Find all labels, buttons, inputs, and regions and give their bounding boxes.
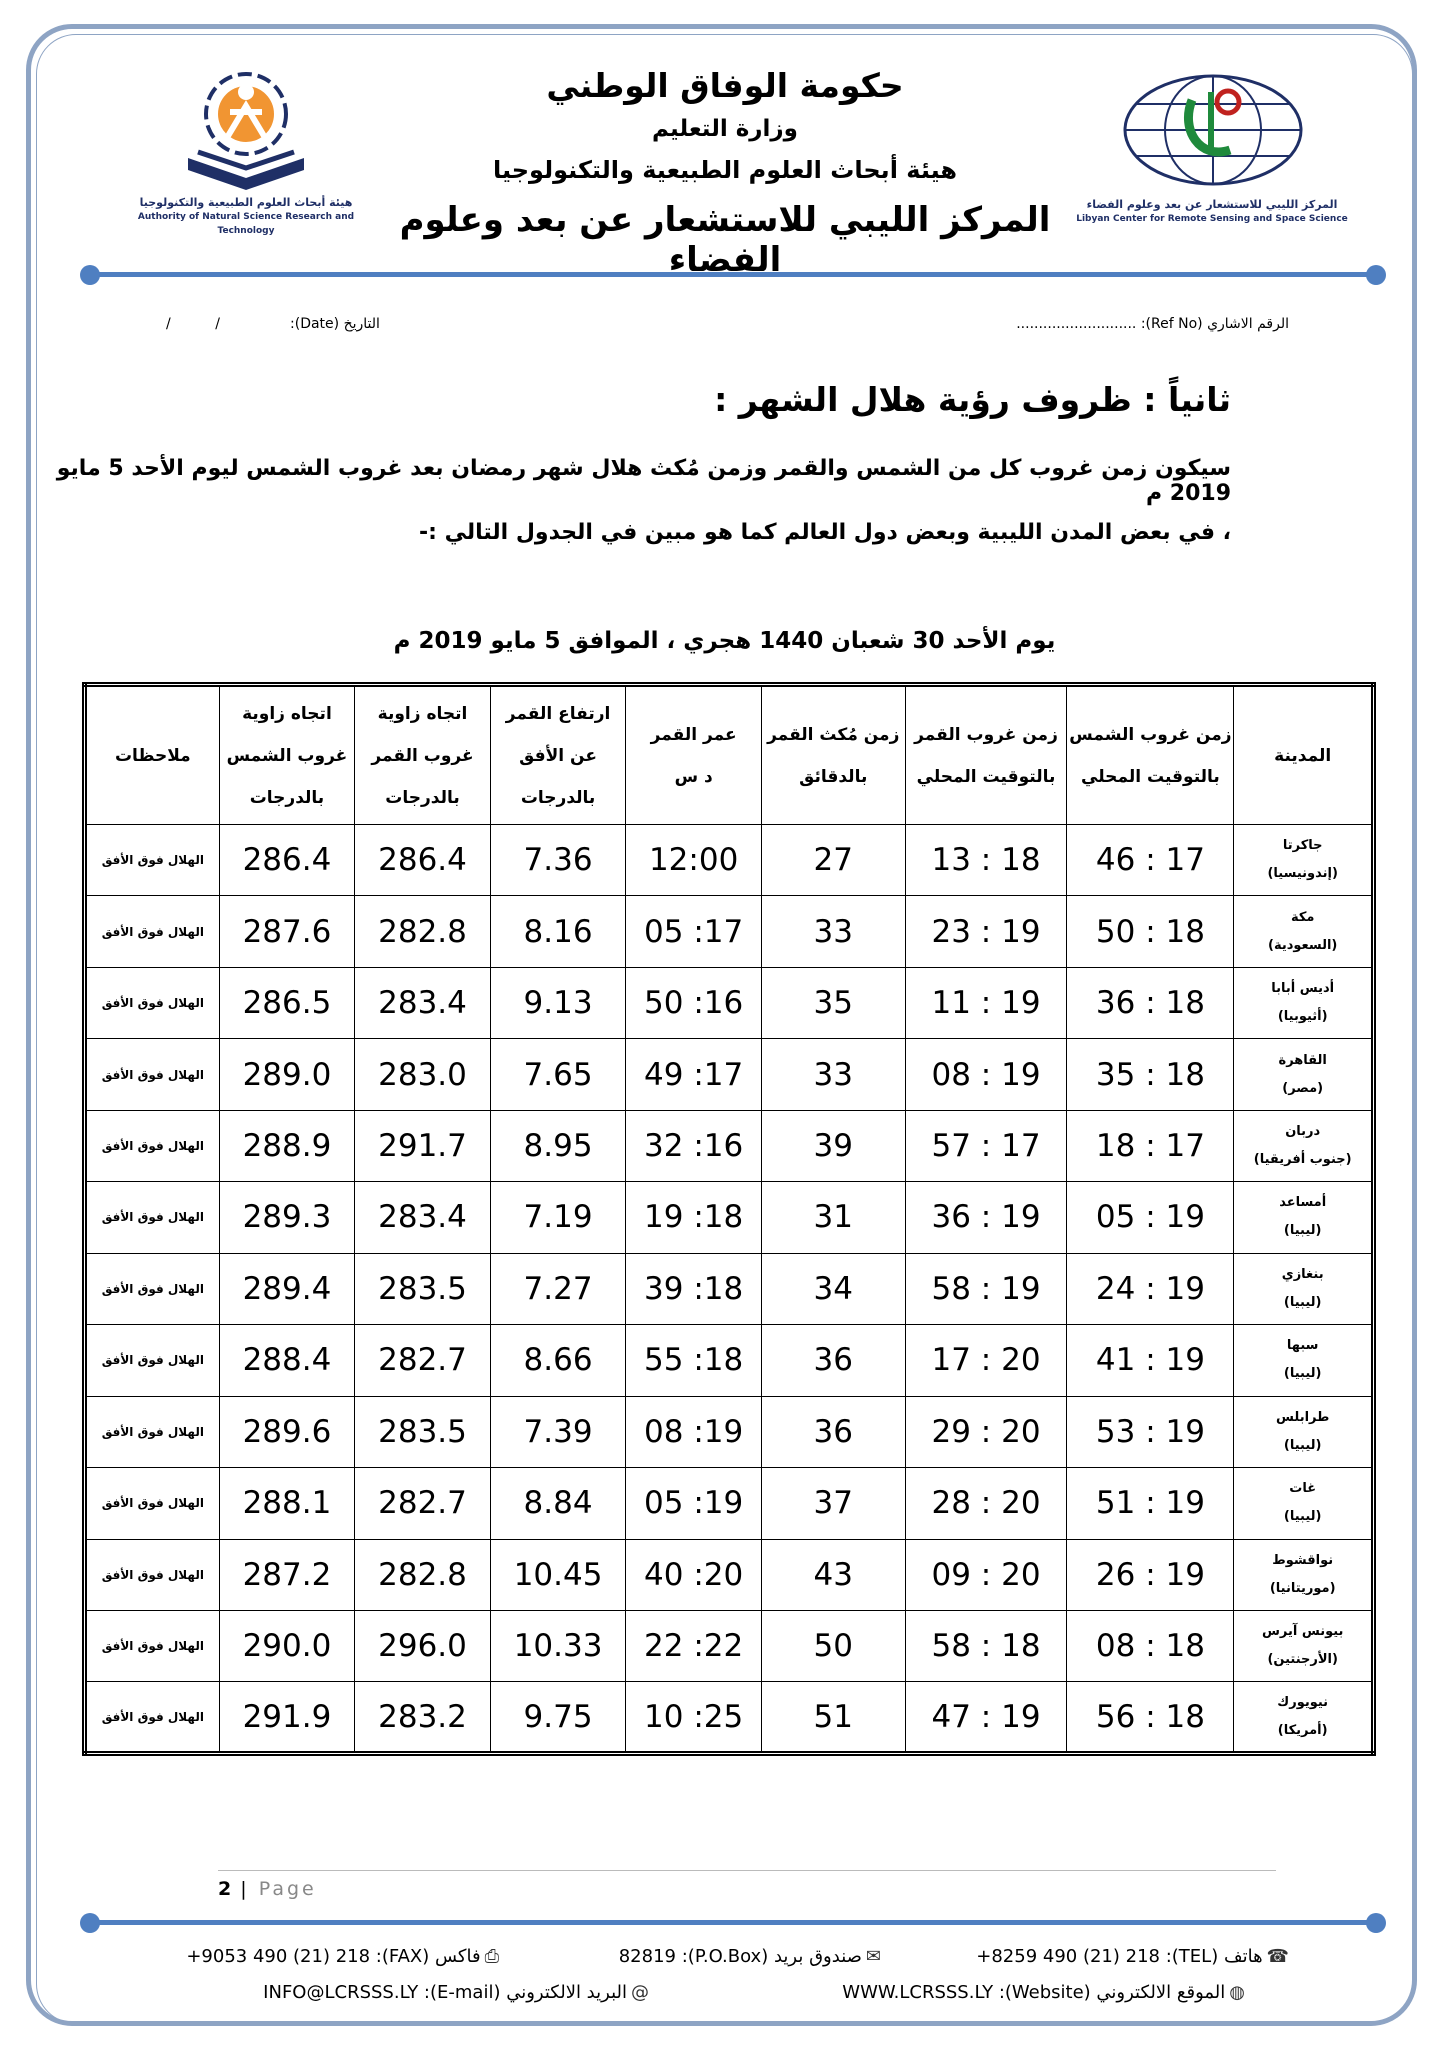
- city-name: سبها: [1286, 1338, 1319, 1354]
- cell-lag: 33: [761, 1039, 905, 1110]
- authority-title: هيئة أبحاث العلوم الطبيعية والتكنولوجيا: [492, 156, 958, 184]
- cell-moonset: 19 : 47: [905, 1682, 1067, 1754]
- city-name: مكة: [1290, 909, 1315, 925]
- cell-age: 25: 10: [626, 1682, 762, 1754]
- intro-paragraph-line2: ، في بعض المدن الليبية وبعض دول العالم كما هو مبين في الجدول التالي :-: [419, 520, 1231, 545]
- cell-note: الهلال فوق الأفق: [85, 896, 220, 967]
- footer-website-text[interactable]: الموقع الالكتروني (Website): WWW.LCRSSS.LY: [842, 1982, 1226, 2003]
- cell-note: الهلال فوق الأفق: [85, 1610, 220, 1681]
- header-sunset: [1067, 685, 1234, 825]
- fax-icon: ⎙: [484, 1946, 499, 1967]
- cell-lag: 31: [761, 1182, 905, 1253]
- cell-moonset: 19 : 11: [905, 967, 1067, 1038]
- header-moonset-l2: بالتوقيت المحلي: [916, 766, 1056, 787]
- footer-website: [842, 1982, 1249, 2003]
- header-city: [1234, 685, 1374, 825]
- header-notes-text: ملاحظات: [114, 745, 191, 766]
- cell-moonset: 20 : 28: [905, 1468, 1067, 1539]
- cell-sunset: 19 : 41: [1067, 1325, 1234, 1396]
- cell-age: 19: 08: [626, 1396, 762, 1467]
- cell-moon-az: 291.7: [355, 1110, 491, 1181]
- date-label: التاريخ (Date):: [290, 316, 380, 332]
- cell-alt: 8.84: [490, 1468, 626, 1539]
- cell-moon-az: 296.0: [355, 1610, 491, 1681]
- email-icon: @: [631, 1982, 649, 2003]
- cell-alt: 8.66: [490, 1325, 626, 1396]
- cell-sun-az: 287.2: [219, 1539, 355, 1610]
- cell-lag: 43: [761, 1539, 905, 1610]
- city-name: بنغازي: [1281, 1266, 1324, 1282]
- city-country: (موريتانيا): [1269, 1580, 1336, 1596]
- cell-moonset: 18 : 13: [905, 825, 1067, 896]
- table-row: [85, 1325, 1374, 1396]
- cell-sunset: 18 : 50: [1067, 896, 1234, 967]
- cell-note: الهلال فوق الأفق: [85, 1253, 220, 1324]
- city-country: (أثيوبيا): [1277, 1009, 1328, 1025]
- mailbox-icon: ✉: [865, 1946, 881, 1967]
- cell-sun-az: 287.6: [219, 896, 355, 967]
- cell-lag: 39: [761, 1110, 905, 1181]
- header-altitude: [490, 685, 626, 825]
- cell-sun-az: 291.9: [219, 1682, 355, 1754]
- cell-sunset: 18 : 08: [1067, 1610, 1234, 1681]
- header-age-l2: د س: [674, 766, 713, 787]
- cell-age: 16: 50: [626, 967, 762, 1038]
- cell-city: [1234, 1325, 1374, 1396]
- footer-email-text[interactable]: البريد الالكتروني (E-mail): INFO@LCRSSS.LY: [263, 1982, 627, 2003]
- city-name: نيويورك: [1277, 1694, 1329, 1710]
- lcrsss-caption-ar: المركز الليبي للاستشعار عن بعد وعلوم الفضاء: [1086, 198, 1338, 211]
- cell-moon-az: 283.4: [355, 967, 491, 1038]
- cell-age: 17: 05: [626, 896, 762, 967]
- cell-alt: 7.65: [490, 1039, 626, 1110]
- table-row: [85, 825, 1374, 896]
- table-row: [85, 1682, 1374, 1754]
- phone-icon: ☎: [1266, 1946, 1289, 1967]
- cell-lag: 37: [761, 1468, 905, 1539]
- date-slashes: / /: [166, 316, 220, 332]
- city-name: نواقشوط: [1272, 1552, 1334, 1568]
- cell-moonset: 20 : 17: [905, 1325, 1067, 1396]
- lcrsss-logo: [1120, 70, 1306, 190]
- city-country: (ليبيا): [1283, 1509, 1322, 1525]
- page-number-value: 2: [218, 1878, 232, 1900]
- intro-paragraph-line1: سيكون زمن غروب كل من الشمس والقمر وزمن مُكث هلال شهر رمضان بعد غروب الشمس ليوم الأحد 5 مايو 2019 م: [56, 456, 1231, 506]
- header-maz-l2: غروب القمر: [371, 745, 474, 766]
- cell-alt: 10.33: [490, 1610, 626, 1681]
- cell-city: [1234, 1539, 1374, 1610]
- city-country: (ليبيا): [1283, 1223, 1322, 1239]
- cell-moonset: 19 : 58: [905, 1253, 1067, 1324]
- header-rule-right-dot: [1366, 265, 1386, 285]
- cell-city: [1234, 896, 1374, 967]
- table-row: [85, 967, 1374, 1038]
- footer-email: [263, 1982, 653, 2003]
- city-name: القاهرة: [1278, 1052, 1327, 1068]
- cell-age: 18: 19: [626, 1182, 762, 1253]
- page-label: Page: [258, 1878, 317, 1900]
- cell-note: الهلال فوق الأفق: [85, 825, 220, 896]
- header-city-text: المدينة: [1274, 745, 1332, 766]
- cell-moon-az: 286.4: [355, 825, 491, 896]
- cell-moon-az: 282.7: [355, 1325, 491, 1396]
- header-alt-l1: ارتفاع القمر: [505, 703, 611, 724]
- city-name: دربان: [1285, 1124, 1321, 1140]
- header-age-l1: عمر القمر: [650, 724, 737, 745]
- lcrsss-logo-caption: [1066, 198, 1358, 226]
- section-heading: ثانياً : ظروف رؤية هلال الشهر :: [714, 380, 1231, 419]
- cell-moon-az: 282.8: [355, 896, 491, 967]
- cell-alt: 7.36: [490, 825, 626, 896]
- cell-alt: 9.75: [490, 1682, 626, 1754]
- cell-lag: 35: [761, 967, 905, 1038]
- city-country: (أمريكا): [1277, 1722, 1328, 1738]
- cell-moonset: 19 : 23: [905, 896, 1067, 967]
- cell-lag: 51: [761, 1682, 905, 1754]
- cell-sunset: 19 : 05: [1067, 1182, 1234, 1253]
- cell-note: الهلال فوق الأفق: [85, 1325, 220, 1396]
- table-row: [85, 1610, 1374, 1681]
- cell-note: الهلال فوق الأفق: [85, 1539, 220, 1610]
- city-country: (جنوب أفريقيا): [1253, 1152, 1352, 1168]
- header-notes: [85, 685, 220, 825]
- cell-sun-az: 288.9: [219, 1110, 355, 1181]
- cell-sunset: 19 : 26: [1067, 1539, 1234, 1610]
- cell-moonset: 20 : 09: [905, 1539, 1067, 1610]
- cell-moon-az: 283.5: [355, 1396, 491, 1467]
- cell-sunset: 18 : 35: [1067, 1039, 1234, 1110]
- cell-moonset: 19 : 36: [905, 1182, 1067, 1253]
- cell-sunset: 19 : 53: [1067, 1396, 1234, 1467]
- cell-alt: 7.27: [490, 1253, 626, 1324]
- cell-note: الهلال فوق الأفق: [85, 1468, 220, 1539]
- cell-city: [1234, 825, 1374, 896]
- cell-moon-az: 283.0: [355, 1039, 491, 1110]
- cell-city: [1234, 1682, 1374, 1754]
- cell-age: 22: 22: [626, 1610, 762, 1681]
- cell-age: 18: 39: [626, 1253, 762, 1324]
- cell-sun-az: 288.1: [219, 1468, 355, 1539]
- table-row: [85, 1468, 1374, 1539]
- cell-moonset: 17 : 57: [905, 1110, 1067, 1181]
- cell-lag: 34: [761, 1253, 905, 1324]
- header-sunset-l1: زمن غروب الشمس: [1069, 724, 1232, 745]
- authority-caption-ar: هيئة أبحاث العلوم الطبيعية والتكنولوجيا: [139, 196, 353, 209]
- table-date-subtitle: يوم الأحد 30 شعبان 1440 هجري ، الموافق 5 مايو 2019 م: [393, 628, 1056, 654]
- cell-sun-az: 290.0: [219, 1610, 355, 1681]
- city-name: بيونس آيرس: [1261, 1624, 1344, 1640]
- city-name: أمساعد: [1279, 1195, 1327, 1211]
- page-number: 2 | Page: [218, 1878, 317, 1900]
- cell-sunset: 17 : 46: [1067, 825, 1234, 896]
- cell-sunset: 19 : 51: [1067, 1468, 1234, 1539]
- cell-city: [1234, 1253, 1374, 1324]
- cell-moonset: 18 : 58: [905, 1610, 1067, 1681]
- center-title: المركز الليبي للاستشعار عن بعد وعلوم الفضاء: [399, 200, 1051, 280]
- header-lag: [761, 685, 905, 825]
- cell-sun-az: 288.4: [219, 1325, 355, 1396]
- cell-note: الهلال فوق الأفق: [85, 1396, 220, 1467]
- table-row: [85, 896, 1374, 967]
- cell-lag: 50: [761, 1610, 905, 1681]
- city-country: (ليبيا): [1283, 1366, 1322, 1382]
- cell-sunset: 17 : 18: [1067, 1110, 1234, 1181]
- city-country: (الأرجنتين): [1267, 1652, 1338, 1668]
- authority-caption-en: Authority of Natural Science Research and Technology: [137, 212, 355, 236]
- header-sun-azimuth: [219, 685, 355, 825]
- cell-city: [1234, 1110, 1374, 1181]
- footer-rule: [88, 1920, 1378, 1925]
- footer-tel-text: هاتف (TEL): 8259 490 (21) 218+: [976, 1946, 1263, 1967]
- table-body: [85, 825, 1374, 1754]
- cell-city: [1234, 1396, 1374, 1467]
- cell-alt: 8.95: [490, 1110, 626, 1181]
- cell-note: الهلال فوق الأفق: [85, 1110, 220, 1181]
- cell-alt: 10.45: [490, 1539, 626, 1610]
- cell-alt: 8.16: [490, 896, 626, 967]
- cell-sunset: 18 : 56: [1067, 1682, 1234, 1754]
- cell-age: 17: 49: [626, 1039, 762, 1110]
- table-row: [85, 1253, 1374, 1324]
- header-rule-left-dot: [80, 265, 100, 285]
- cell-city: [1234, 1182, 1374, 1253]
- city-name: طرابلس: [1276, 1409, 1330, 1425]
- cell-moon-az: 282.8: [355, 1539, 491, 1610]
- cell-city: [1234, 1039, 1374, 1110]
- cell-sun-az: 289.3: [219, 1182, 355, 1253]
- cell-moon-az: 283.4: [355, 1182, 491, 1253]
- cell-moon-az: 283.2: [355, 1682, 491, 1754]
- cell-city: [1234, 1610, 1374, 1681]
- header-moon-azimuth: [355, 685, 491, 825]
- authority-logo-icon: [168, 66, 324, 194]
- cell-note: الهلال فوق الأفق: [85, 967, 220, 1038]
- cell-sun-az: 286.5: [219, 967, 355, 1038]
- table-row: [85, 1182, 1374, 1253]
- cell-lag: 33: [761, 896, 905, 967]
- lcrsss-globe-logo-icon: [1120, 70, 1306, 190]
- cell-age: 18: 55: [626, 1325, 762, 1396]
- header-alt-l2: عن الأفق: [519, 745, 597, 766]
- header-moonset: [905, 685, 1067, 825]
- header-alt-l3: بالدرجات: [520, 787, 596, 808]
- footer-fax-text: فاكس (FAX): 9053 490 (21) 218+: [186, 1946, 481, 1967]
- header-sunset-l2: بالتوقيت المحلي: [1081, 766, 1220, 787]
- cell-sunset: 19 : 24: [1067, 1253, 1234, 1324]
- cell-sun-az: 289.6: [219, 1396, 355, 1467]
- authority-logo: [168, 66, 324, 194]
- cell-alt: 9.13: [490, 967, 626, 1038]
- globe-icon: ◍: [1229, 1982, 1245, 2003]
- table-row: [85, 1539, 1374, 1610]
- lcrsss-caption-en: Libyan Center for Remote Sensing and Space Science: [1076, 214, 1348, 224]
- header-maz-l1: اتجاه زاوية: [377, 703, 468, 724]
- footer-rule-left-dot: [80, 1913, 100, 1933]
- header-saz-l3: بالدرجات: [249, 787, 325, 808]
- cell-age: 20: 40: [626, 1539, 762, 1610]
- city-name: غات: [1289, 1481, 1317, 1497]
- cell-sunset: 18 : 36: [1067, 967, 1234, 1038]
- city-country: (إندونيسيا): [1267, 866, 1338, 882]
- header-lag-l2: بالدقائق: [799, 766, 868, 787]
- city-country: (ليبيا): [1283, 1294, 1322, 1310]
- footer-tel: [976, 1946, 1293, 1967]
- header-saz-l2: غروب الشمس: [226, 745, 348, 766]
- cell-city: [1234, 967, 1374, 1038]
- header-age: [626, 685, 762, 825]
- cell-alt: 7.19: [490, 1182, 626, 1253]
- cell-sun-az: 289.4: [219, 1253, 355, 1324]
- cell-sun-az: 286.4: [219, 825, 355, 896]
- cell-lag: 27: [761, 825, 905, 896]
- header-moonset-l1: زمن غروب القمر: [914, 724, 1058, 745]
- cell-alt: 7.39: [490, 1396, 626, 1467]
- footer-fax: [186, 1946, 503, 1967]
- cell-lag: 36: [761, 1325, 905, 1396]
- table-row: [85, 1039, 1374, 1110]
- cell-moonset: 20 : 29: [905, 1396, 1067, 1467]
- authority-logo-caption: [110, 196, 382, 238]
- city-name: أديس أبابا: [1271, 981, 1335, 997]
- table-row: [85, 1110, 1374, 1181]
- table-row: [85, 1396, 1374, 1467]
- header-lag-l1: زمن مُكث القمر: [767, 724, 900, 745]
- footer-pobox-text: صندوق بريد (P.O.Box): 82819: [618, 1946, 862, 1967]
- cell-age: 19: 05: [626, 1468, 762, 1539]
- cell-note: الهلال فوق الأفق: [85, 1039, 220, 1110]
- footer-pobox: [619, 1946, 885, 1967]
- cell-lag: 36: [761, 1396, 905, 1467]
- table-header-row: [85, 685, 1374, 825]
- city-country: (ليبيا): [1283, 1437, 1322, 1453]
- cell-moon-az: 283.5: [355, 1253, 491, 1324]
- header-maz-l3: بالدرجات: [385, 787, 460, 808]
- ref-number: الرقم الاشاري (Ref No): ...........................: [1016, 316, 1289, 332]
- cell-age: 16: 32: [626, 1110, 762, 1181]
- footer-rule-right-dot: [1366, 1913, 1386, 1933]
- cell-note: الهلال فوق الأفق: [85, 1182, 220, 1253]
- cell-moon-az: 282.7: [355, 1468, 491, 1539]
- header-saz-l1: اتجاه زاوية: [242, 703, 332, 724]
- page-number-rule: [218, 1870, 1276, 1871]
- cell-moonset: 19 : 08: [905, 1039, 1067, 1110]
- cell-note: الهلال فوق الأفق: [85, 1682, 220, 1754]
- cell-age: 12:00: [626, 825, 762, 896]
- government-title: حكومة الوفاق الوطني: [546, 66, 904, 105]
- cell-sun-az: 289.0: [219, 1039, 355, 1110]
- city-country: (السعودية): [1268, 937, 1338, 953]
- ministry-title: وزارة التعليم: [652, 116, 798, 142]
- city-name: جاكرتا: [1282, 838, 1323, 854]
- cell-city: [1234, 1468, 1374, 1539]
- city-country: (مصر): [1282, 1080, 1324, 1096]
- moon-visibility-table: [82, 682, 1376, 1756]
